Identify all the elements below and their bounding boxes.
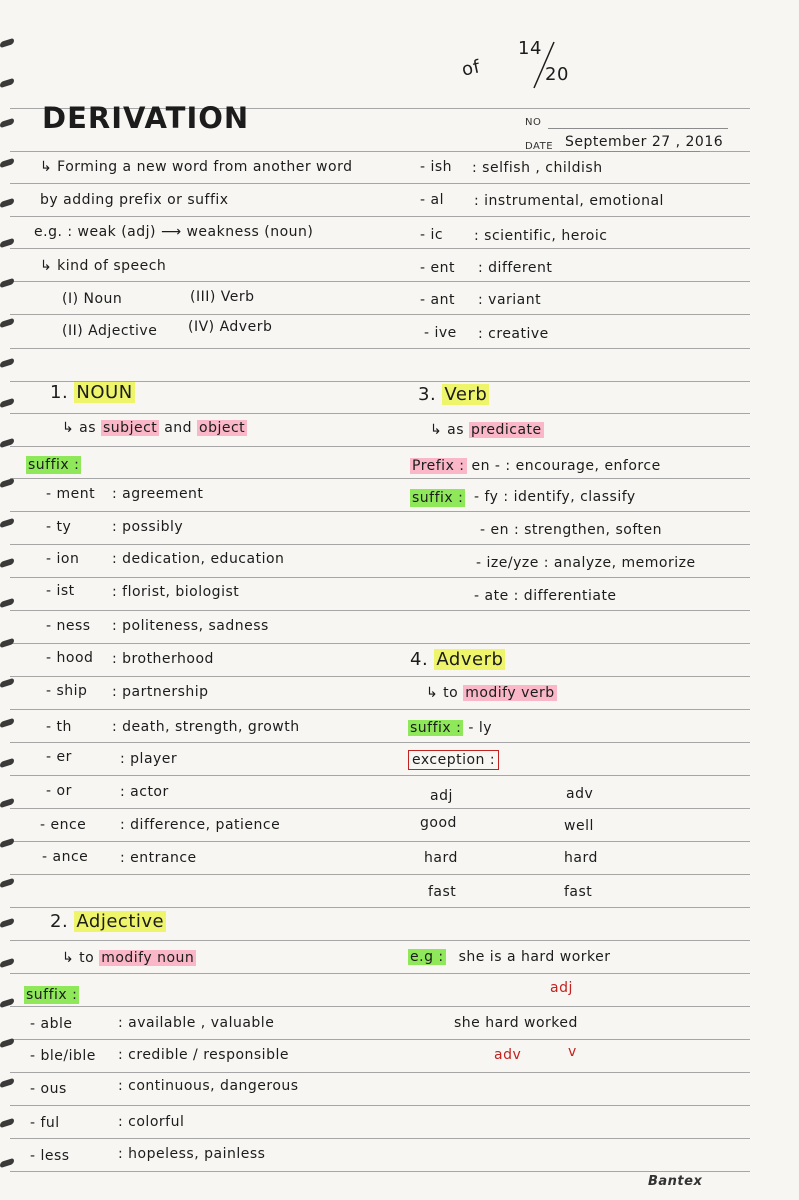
intro-line-3: e.g. : weak (adj) ⟶ weakness (noun) — [34, 224, 314, 240]
noun-suffix: - ance — [42, 849, 89, 865]
noun-suffix: - ence — [40, 817, 87, 833]
verb-suffix-item: - en : strengthen, soften — [480, 522, 662, 538]
spiral-ring — [0, 278, 14, 289]
adjective-suffix-examples: : hopeless, painless — [118, 1146, 266, 1162]
kind-verb: (III) Verb — [190, 289, 255, 305]
adjective-suffix: - ble/ible — [30, 1048, 96, 1064]
adjective-suffix: - ful — [30, 1115, 60, 1131]
noun-suffix: - ment — [46, 486, 96, 502]
ruled-line — [10, 314, 750, 315]
ruled-line — [10, 808, 750, 809]
adjective-suffix-examples: : colorful — [118, 1114, 185, 1130]
verb-prefix-text: en - : encourage, enforce — [471, 458, 661, 474]
adverb-table-adj: hard — [424, 850, 458, 866]
ruled-line — [10, 643, 750, 644]
no-underline — [548, 128, 728, 129]
noun-heading — [50, 381, 135, 405]
noun-suffix-examples: : difference, patience — [120, 817, 281, 833]
verb-use — [430, 421, 544, 439]
noun-suffix-examples: : dedication, education — [112, 551, 285, 567]
ruled-line — [10, 281, 750, 282]
suffix-al: - al — [420, 192, 444, 208]
kind-adjective: (II) Adjective — [62, 323, 158, 339]
page-title: DERIVATION — [42, 101, 250, 135]
verb-heading-text: Verb — [444, 384, 488, 405]
adjective-use-highlight: modify noun — [101, 950, 195, 966]
ruled-line — [10, 940, 750, 941]
ruled-line — [10, 676, 750, 677]
noun-suffix-label: suffix : — [28, 457, 80, 473]
spiral-ring — [0, 958, 14, 969]
ruled-line — [10, 478, 750, 479]
ruled-line — [10, 1105, 750, 1106]
suffix-ant: - ant — [420, 292, 455, 308]
spiral-ring — [0, 318, 14, 329]
adjective-suffix-examples: : available , valuable — [118, 1015, 275, 1031]
verb-use-prefix: ↳ as — [430, 422, 465, 438]
ruled-line — [10, 1138, 750, 1139]
spiral-ring — [0, 1038, 14, 1049]
spiral-ring — [0, 678, 14, 689]
ruled-line — [10, 446, 750, 447]
adjective-suffix-label: suffix : — [26, 987, 78, 1003]
kind-noun: (I) Noun — [62, 291, 123, 307]
score-of: of — [459, 56, 483, 81]
adverb-heading-number: 4. — [410, 649, 429, 670]
adverb-use-prefix: ↳ to — [426, 685, 459, 701]
noun-suffix-examples: : possibly — [112, 519, 184, 535]
noun-suffix-examples: : partnership — [112, 684, 209, 700]
suffix-ic-examples: : scientific, heroic — [474, 228, 608, 244]
score-denominator: 20 — [545, 64, 569, 85]
noun-suffix-examples: : agreement — [112, 486, 204, 502]
suffix-ic: - ic — [420, 227, 444, 243]
adverb-use-highlight: modify verb — [465, 685, 555, 701]
adverb-table-adv: fast — [564, 884, 593, 900]
adjective-use-prefix: ↳ to — [62, 950, 95, 966]
ruled-line — [10, 248, 750, 249]
adverb-example-2-tag-adv: adv — [494, 1047, 522, 1063]
suffix-ent-examples: : different — [478, 260, 553, 276]
verb-suffix-item: - ate : differentiate — [474, 588, 617, 604]
spiral-ring — [0, 78, 14, 89]
adjective-suffix: - able — [30, 1016, 73, 1032]
spiral-ring — [0, 598, 14, 609]
verb-use-highlight: predicate — [471, 422, 542, 438]
no-label: NO — [525, 117, 542, 128]
notebook-brand: Bantex — [648, 1174, 703, 1189]
intro-line-1: ↳ Forming a new word from another word — [40, 159, 353, 175]
ruled-line — [10, 183, 750, 184]
verb-heading-number: 3. — [418, 384, 437, 405]
adverb-heading-text: Adverb — [436, 649, 504, 670]
adverb-example-1-tag: adj — [550, 980, 573, 996]
noun-suffix-examples: : death, strength, growth — [112, 719, 300, 735]
ruled-line — [10, 544, 750, 545]
noun-suffix-examples: : florist, biologist — [112, 584, 240, 600]
ruled-line — [10, 216, 750, 217]
noun-suffix: - th — [46, 719, 72, 735]
suffix-ish-examples: : selfish , childish — [472, 160, 603, 176]
adverb-table-adj: good — [420, 815, 457, 831]
noun-suffix: - er — [46, 749, 72, 765]
date-label: DATE — [525, 141, 554, 152]
ruled-line — [10, 775, 750, 776]
ruled-line — [10, 1072, 750, 1073]
noun-use-and: and — [164, 420, 193, 436]
verb-heading — [418, 383, 489, 407]
spiral-ring — [0, 798, 14, 809]
spiral-ring — [0, 918, 14, 929]
ruled-line — [10, 348, 750, 349]
adverb-table-adv: hard — [564, 850, 598, 866]
verb-prefix-label: Prefix : — [412, 458, 465, 474]
spiral-ring — [0, 238, 14, 249]
adverb-suffix-label: suffix : — [410, 720, 462, 736]
noun-use-prefix: ↳ as — [62, 420, 97, 436]
adjective-use — [62, 949, 196, 967]
ruled-line — [10, 610, 750, 611]
noun-use — [62, 419, 247, 437]
ruled-line — [10, 1006, 750, 1007]
adverb-suffix-text: - ly — [468, 720, 493, 736]
adjective-suffix-examples: : continuous, dangerous — [118, 1078, 299, 1094]
adjective-suffix-examples: : credible / responsible — [118, 1047, 289, 1063]
ruled-line — [10, 709, 750, 710]
spiral-ring — [0, 838, 14, 849]
noun-suffix-examples: : actor — [120, 784, 169, 800]
adverb-table-adj: fast — [428, 884, 457, 900]
score-numerator: 14 — [518, 38, 542, 59]
spiral-ring — [0, 398, 14, 409]
ruled-line — [10, 413, 750, 414]
spiral-ring — [0, 518, 14, 529]
spiral-ring — [0, 118, 14, 129]
ruled-line — [10, 1171, 750, 1172]
ruled-line — [10, 841, 750, 842]
noun-suffix: - ist — [46, 583, 75, 599]
noun-suffix: - ness — [46, 618, 91, 634]
kind-adverb: (IV) Adverb — [188, 319, 273, 335]
suffix-ish: - ish — [420, 159, 453, 175]
adverb-table-header-adv: adv — [566, 786, 594, 802]
spiral-ring — [0, 1078, 14, 1089]
date-underline — [560, 151, 700, 152]
adjective-heading — [50, 910, 166, 934]
spiral-ring — [0, 158, 14, 169]
adverb-table-header-adj: adj — [430, 788, 453, 804]
suffix-ive-examples: : creative — [478, 326, 549, 342]
spiral-ring — [0, 558, 14, 569]
adjective-heading-text: Adjective — [76, 911, 165, 932]
spiral-ring — [0, 878, 14, 889]
noun-suffix-examples: : player — [120, 751, 178, 767]
ruled-line — [10, 973, 750, 974]
suffix-ive: - ive — [424, 325, 457, 341]
adjective-heading-number: 2. — [50, 911, 69, 932]
intro-line-2: by adding prefix or suffix — [40, 192, 229, 208]
noun-suffix: - hood — [46, 650, 94, 666]
adverb-example-label: e.g : — [410, 949, 444, 965]
ruled-line — [10, 1039, 750, 1040]
spiral-ring — [0, 358, 14, 369]
spiral-ring — [0, 638, 14, 649]
spiral-ring — [0, 758, 14, 769]
noun-use-object: object — [199, 420, 246, 436]
intro-line-4: ↳ kind of speech — [40, 258, 167, 274]
verb-suffix-item: - ize/yze : analyze, memorize — [476, 555, 696, 571]
ruled-line — [10, 511, 750, 512]
noun-suffix-examples: : politeness, sadness — [112, 618, 269, 634]
adjective-suffix: - ous — [30, 1081, 67, 1097]
ruled-line — [10, 907, 750, 908]
ruled-line — [10, 874, 750, 875]
verb-suffix-item: - fy : identify, classify — [474, 489, 636, 505]
verb-suffix-label: suffix : — [412, 490, 464, 506]
noun-suffix: - ship — [46, 683, 88, 699]
adverb-example-2-text: she hard worked — [454, 1015, 578, 1031]
adverb-example-1 — [408, 948, 611, 966]
adverb-table-adv: well — [564, 818, 594, 834]
suffix-ent: - ent — [420, 260, 455, 276]
adverb-example-1-text: she is a hard worker — [458, 949, 611, 965]
ruled-line — [10, 577, 750, 578]
suffix-al-examples: : instrumental, emotional — [474, 193, 664, 209]
adverb-heading — [410, 648, 505, 672]
adverb-example-2-tag-v: v — [568, 1044, 577, 1060]
spiral-ring — [0, 478, 14, 489]
spiral-ring — [0, 1118, 14, 1129]
noun-heading-number: 1. — [50, 382, 69, 403]
ruled-line — [10, 742, 750, 743]
adverb-use — [426, 684, 557, 702]
noun-suffix: - ty — [46, 519, 72, 535]
date-value: September 27 , 2016 — [565, 134, 724, 150]
suffix-ant-examples: : variant — [478, 292, 542, 308]
verb-prefix-row — [410, 457, 661, 475]
noun-suffix: - ion — [46, 551, 80, 567]
adjective-suffix: - less — [30, 1148, 70, 1164]
spiral-ring — [0, 38, 14, 49]
spiral-ring — [0, 1158, 14, 1169]
noun-heading-text: NOUN — [76, 382, 133, 403]
noun-suffix: - or — [46, 783, 72, 799]
noun-suffix-examples: : entrance — [120, 850, 197, 866]
spiral-ring — [0, 198, 14, 209]
adverb-exception-label: exception : — [408, 750, 499, 770]
spiral-ring — [0, 718, 14, 729]
noun-use-subject: subject — [103, 420, 158, 436]
noun-suffix-examples: : brotherhood — [112, 651, 214, 667]
adverb-suffix-row — [408, 719, 492, 737]
